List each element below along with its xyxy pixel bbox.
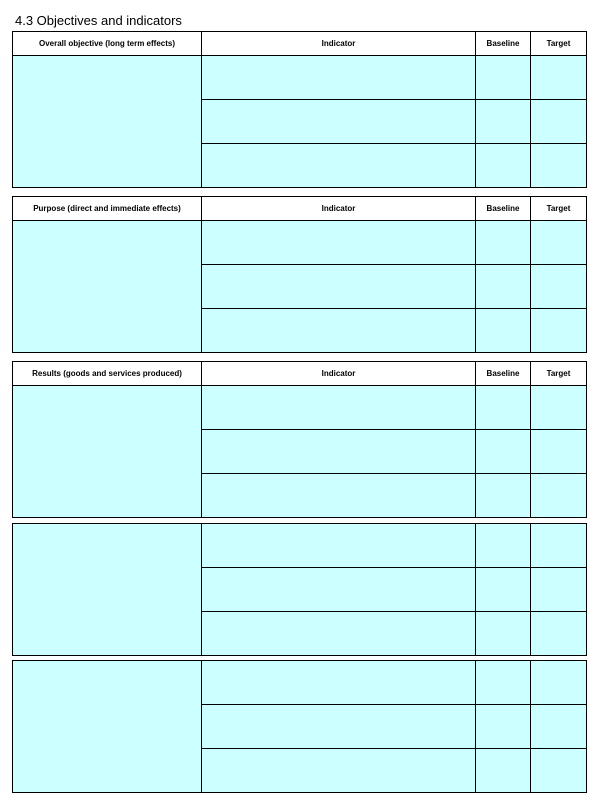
table-row — [13, 386, 587, 430]
overall-objective-table — [12, 31, 587, 188]
baseline-input-cell[interactable] — [476, 309, 531, 353]
baseline-input-cell[interactable] — [476, 144, 531, 188]
baseline-input-cell[interactable] — [476, 612, 531, 656]
result-input-cell[interactable] — [13, 661, 202, 793]
table-row — [13, 56, 587, 100]
baseline-input-cell[interactable] — [476, 568, 531, 612]
results-continuation-table — [12, 523, 587, 656]
indicator-input-cell[interactable] — [202, 474, 476, 518]
indicator-input-cell[interactable] — [202, 612, 476, 656]
baseline-column-header: Baseline — [476, 362, 531, 386]
baseline-input-cell[interactable] — [476, 705, 531, 749]
objective-input-cell[interactable] — [13, 56, 202, 188]
table-row — [13, 221, 587, 265]
section-title: 4.3 Objectives and indicators — [15, 13, 182, 28]
target-input-cell[interactable] — [531, 144, 587, 188]
target-input-cell[interactable] — [531, 430, 587, 474]
baseline-input-cell[interactable] — [476, 430, 531, 474]
target-input-cell[interactable] — [531, 100, 587, 144]
indicator-input-cell[interactable] — [202, 430, 476, 474]
results-continuation-table — [12, 660, 587, 793]
baseline-input-cell[interactable] — [476, 56, 531, 100]
purpose-table — [12, 196, 587, 353]
table-row — [13, 524, 587, 568]
target-column-header: Target — [531, 362, 587, 386]
target-input-cell[interactable] — [531, 568, 587, 612]
target-input-cell[interactable] — [531, 474, 587, 518]
indicator-input-cell[interactable] — [202, 100, 476, 144]
indicator-input-cell[interactable] — [202, 749, 476, 793]
indicator-input-cell[interactable] — [202, 524, 476, 568]
indicator-input-cell[interactable] — [202, 56, 476, 100]
indicator-column-header: Indicator — [202, 362, 476, 386]
results-column-header: Results (goods and services produced) — [13, 362, 202, 386]
table-header-row — [13, 32, 587, 56]
target-column-header: Target — [531, 32, 587, 56]
target-column-header: Target — [531, 197, 587, 221]
target-input-cell[interactable] — [531, 749, 587, 793]
indicator-column-header: Indicator — [202, 197, 476, 221]
target-input-cell[interactable] — [531, 309, 587, 353]
result-input-cell[interactable] — [13, 524, 202, 656]
indicator-input-cell[interactable] — [202, 265, 476, 309]
target-input-cell[interactable] — [531, 524, 587, 568]
baseline-column-header: Baseline — [476, 32, 531, 56]
indicator-input-cell[interactable] — [202, 221, 476, 265]
baseline-input-cell[interactable] — [476, 524, 531, 568]
indicator-input-cell[interactable] — [202, 661, 476, 705]
baseline-input-cell[interactable] — [476, 661, 531, 705]
baseline-input-cell[interactable] — [476, 100, 531, 144]
baseline-input-cell[interactable] — [476, 749, 531, 793]
indicator-input-cell[interactable] — [202, 309, 476, 353]
baseline-input-cell[interactable] — [476, 221, 531, 265]
target-input-cell[interactable] — [531, 386, 587, 430]
results-table — [12, 361, 587, 518]
target-input-cell[interactable] — [531, 661, 587, 705]
baseline-input-cell[interactable] — [476, 386, 531, 430]
indicator-column-header: Indicator — [202, 32, 476, 56]
baseline-input-cell[interactable] — [476, 474, 531, 518]
target-input-cell[interactable] — [531, 265, 587, 309]
target-input-cell[interactable] — [531, 221, 587, 265]
baseline-input-cell[interactable] — [476, 265, 531, 309]
indicator-input-cell[interactable] — [202, 568, 476, 612]
table-header-row — [13, 362, 587, 386]
table-row — [13, 661, 587, 705]
indicator-input-cell[interactable] — [202, 705, 476, 749]
target-input-cell[interactable] — [531, 612, 587, 656]
indicator-input-cell[interactable] — [202, 144, 476, 188]
table-header-row — [13, 197, 587, 221]
target-input-cell[interactable] — [531, 56, 587, 100]
objective-column-header: Overall objective (long term effects) — [13, 32, 202, 56]
results-input-cell[interactable] — [13, 386, 202, 518]
target-input-cell[interactable] — [531, 705, 587, 749]
baseline-column-header: Baseline — [476, 197, 531, 221]
indicator-input-cell[interactable] — [202, 386, 476, 430]
purpose-input-cell[interactable] — [13, 221, 202, 353]
purpose-column-header: Purpose (direct and immediate effects) — [13, 197, 202, 221]
